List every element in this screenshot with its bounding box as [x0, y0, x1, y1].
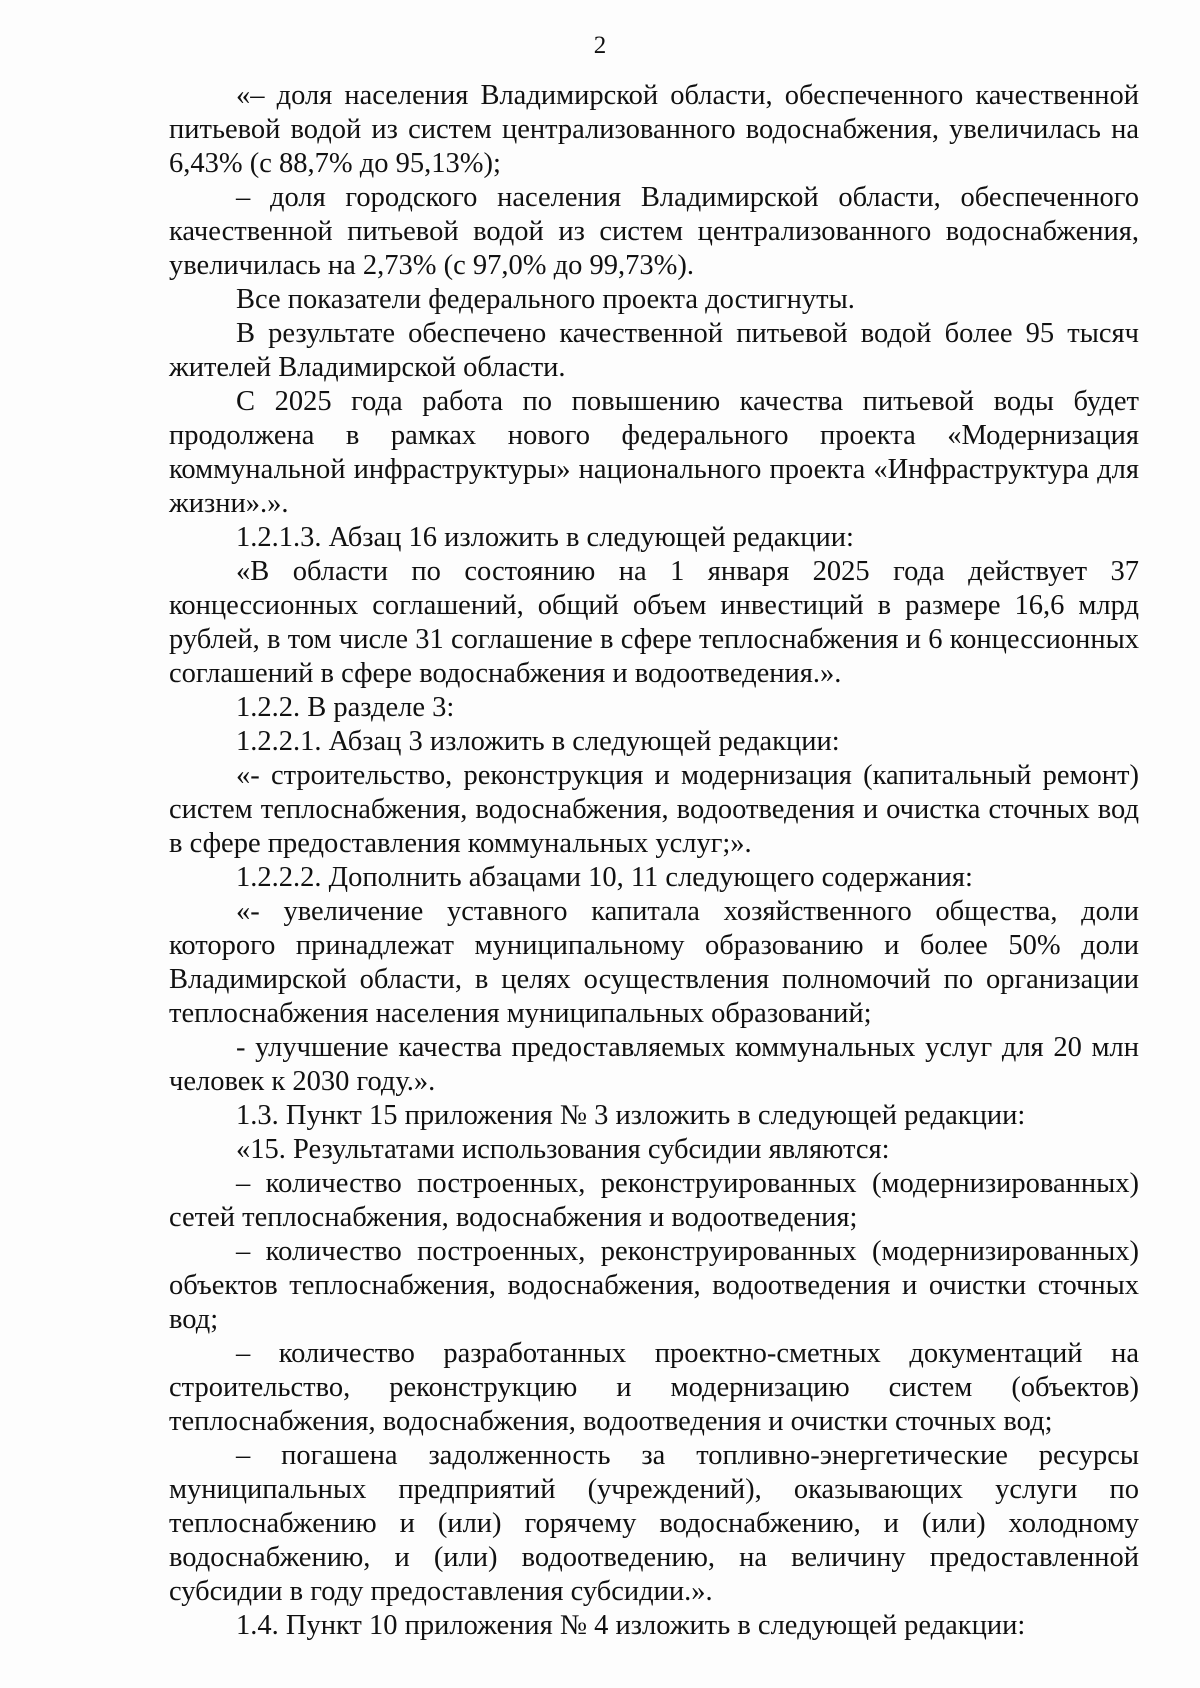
paragraph-item-1-2-2: 1.2.2. В разделе 3: [236, 692, 455, 723]
paragraph-water-share-urban: – доля городского населения Владимирской области, обеспеченного качественной питьевой водой из систем централизованного водоснабжения, увеличилась на 2,73% (с 97,0% до 99,73%). [169, 182, 1139, 281]
paragraph-construction-systems: «- строительство, реконструкция и модернизация (капитальный ремонт) систем теплоснабжения, водоснабжения, водоотведения и очистка сточных вод в сфере предоставления коммунальных услуг;». [169, 760, 1139, 859]
paragraph-design-documents: – количество разработанных проектно-сметных документаций на строительство, реконструкцию и модернизацию систем (объектов) теплоснабжения, водоснабжения, водоотведения и очистки сточных вод; [169, 1338, 1139, 1437]
paragraph-item-1-2-2-1: 1.2.2.1. Абзац 3 изложить в следующей редакции: [236, 726, 840, 757]
paragraph-subsidy-results-heading: «15. Результатами использования субсидии являются: [236, 1134, 890, 1165]
paragraph-water-share-region: «– доля населения Владимирской области, обеспеченного качественной питьевой водой из систем централизованного водоснабжения, увеличилась на 6,43% (с 88,7% до 95,13%); [169, 80, 1139, 179]
paragraph-item-1-3: 1.3. Пункт 15 приложения № 3 изложить в следующей редакции: [236, 1100, 1026, 1131]
paragraph-networks-count: – количество построенных, реконструированных (модернизированных) сетей теплоснабжения, водоснабжения и водоотведения; [169, 1168, 1139, 1233]
paragraph-item-1-2-2-2: 1.2.2.2. Дополнить абзацами 10, 11 следующего содержания: [236, 862, 973, 893]
paragraph-item-1-4: 1.4. Пункт 10 приложения № 4 изложить в следующей редакции: [236, 1610, 1026, 1641]
paragraph-item-1-2-1-3: 1.2.1.3. Абзац 16 изложить в следующей редакции: [236, 522, 854, 553]
paragraph-charter-capital: «- увеличение уставного капитала хозяйственного общества, доли которого принадлежат муниципальному образованию и более 50% доли Владимирской области, в целях осуществления полномочий по организации теплоснабжения населения муниципальных образований; [169, 896, 1139, 1029]
page-number: 2 [593, 32, 607, 59]
paragraph-residents-provided: В результате обеспечено качественной питьевой водой более 95 тысяч жителей Владимирской области. [169, 318, 1139, 383]
paragraph-concession-agreements: «В области по состоянию на 1 января 2025 года действует 37 концессионных соглашений, общий объем инвестиций в размере 16,6 млрд рублей, в том числе 31 соглашение в сфере теплоснабжения и 6 концессионных соглашений в сфере водоснабжения и водоотведения.». [169, 556, 1139, 689]
paragraph-service-quality: - улучшение качества предоставляемых коммунальных услуг для 20 млн человек к 2030 году.». [169, 1032, 1139, 1097]
document-body [169, 79, 1139, 1643]
paragraph-indicators-achieved: Все показатели федерального проекта достигнуты. [236, 284, 855, 315]
paragraph-debt-repaid: – погашена задолженность за топливно-энергетические ресурсы муниципальных предприятий (учреждений), оказывающих услуги по теплоснабжению и (или) горячему водоснабжению, и (или) холодному водоснабжению, и (или) водоотведению, на величину предоставленной субсидии в году предоставления субсидии.». [169, 1440, 1139, 1607]
paragraph-2025-continuation: С 2025 года работа по повышению качества питьевой воды будет продолжена в рамках нового федерального проекта «Модернизация коммунальной инфраструктуры» национального проекта «Инфраструктура для жизни».». [169, 386, 1139, 519]
paragraph-objects-count: – количество построенных, реконструированных (модернизированных) объектов теплоснабжения, водоснабжения, водоотведения и очистки сточных вод; [169, 1236, 1139, 1335]
